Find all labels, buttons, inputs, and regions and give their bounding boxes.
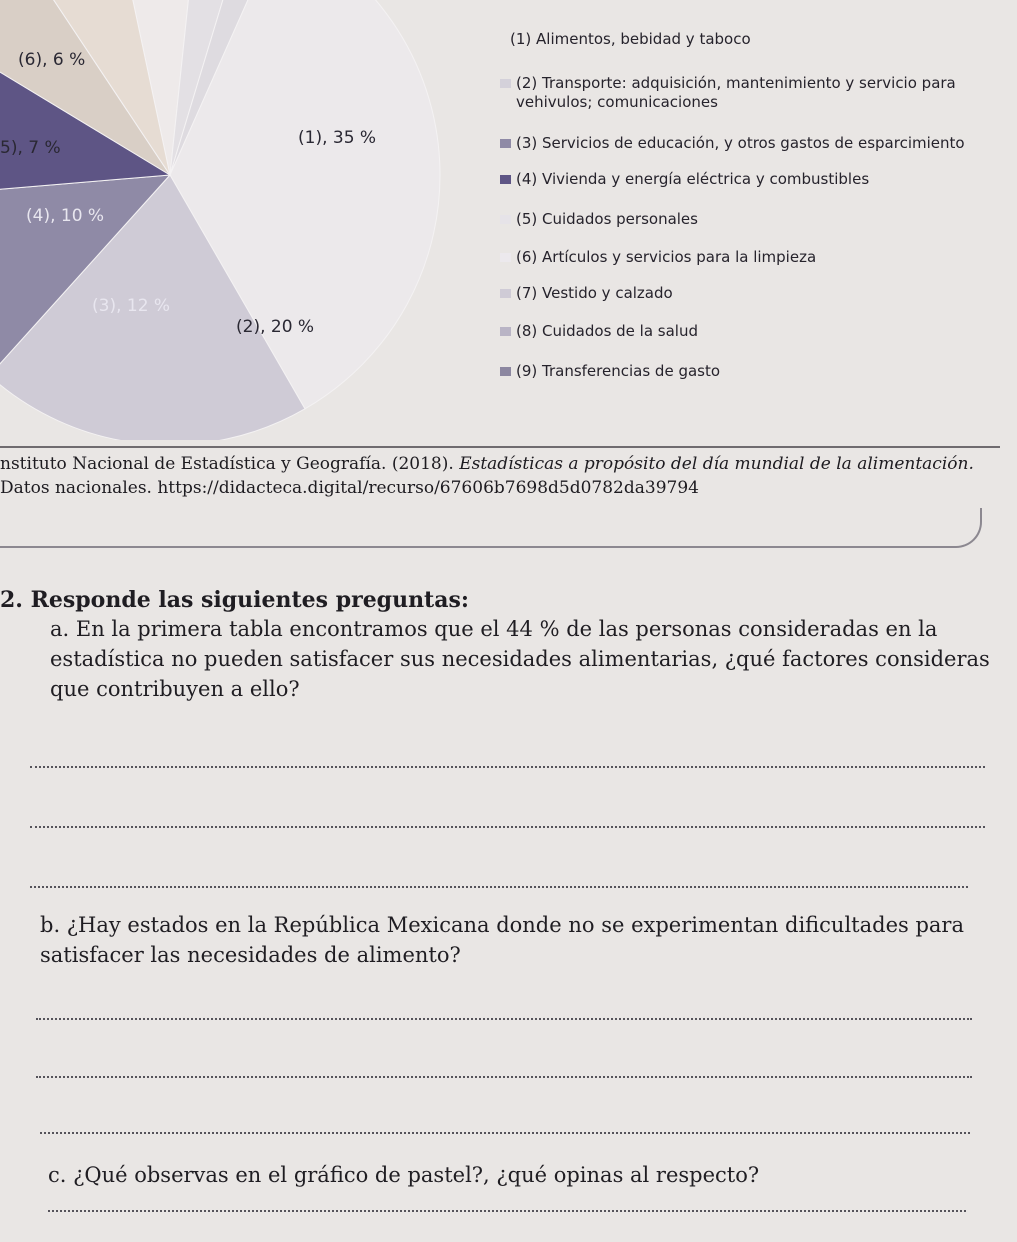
legend-label: (6) Artículos y servicios para la limpieza — [516, 248, 817, 266]
legend-swatch — [500, 139, 511, 148]
source-line-1: nstituto Nacional de Estadística y Geografía. (2018). — [0, 454, 454, 474]
legend-item-2 — [500, 74, 986, 112]
questions-heading: 2. Responde las siguientes preguntas: — [0, 587, 469, 613]
legend-item-8 — [500, 322, 986, 341]
question-c: c. ¿Qué observas en el gráfico de pastel?, ¿qué opinas al respecto? — [48, 1163, 760, 1187]
question-b: b. ¿Hay estados en la República Mexicana donde no se experimentan dificultades para satisfacer las necesidades de alimento? — [40, 913, 964, 967]
legend-label: (7) Vestido y calzado — [516, 284, 673, 302]
source-title: Estadísticas a propósito del día mundial de la alimentación. — [459, 454, 974, 474]
legend-swatch — [500, 79, 511, 88]
legend-label: (8) Cuidados de la salud — [516, 322, 699, 340]
legend-label: (5) Cuidados personales — [516, 210, 698, 228]
answer-line-b3[interactable] — [40, 1132, 970, 1134]
legend-swatch — [500, 327, 511, 336]
legend-item-1 — [510, 30, 980, 49]
legend-swatch — [500, 367, 511, 376]
answer-line-a2[interactable] — [30, 826, 985, 828]
legend-label: (9) Transferencias de gasto — [516, 362, 721, 380]
question-a: a. En la primera tabla encontramos que el 44 % de las personas consideradas en la estadística no pueden satisfacer sus necesidades alimentarias, ¿qué factores consideras que contribuyen a ello? — [50, 617, 990, 701]
answer-line-b1[interactable] — [36, 1018, 972, 1020]
legend-swatch — [500, 289, 511, 298]
slice-label-4: (4), 10 % — [26, 206, 105, 226]
answer-line-a3[interactable] — [30, 886, 968, 888]
legend-label: (4) Vivienda y energía eléctrica y combustibles — [516, 170, 870, 188]
pie-chart-figure — [0, 0, 1017, 440]
source-citation — [0, 446, 1000, 500]
legend-label: (3) Servicios de educación, y otros gastos de esparcimiento — [516, 134, 965, 152]
answer-line-a1[interactable] — [30, 766, 985, 768]
legend-item-5 — [500, 210, 986, 229]
slice-label-1: (1), 35 % — [298, 128, 377, 148]
legend-item-9 — [500, 362, 986, 381]
legend-swatch — [500, 175, 511, 184]
box-border — [0, 508, 982, 548]
legend-label: (1) Alimentos, bebidad y taboco — [510, 30, 751, 48]
slice-label-3: (3), 12 % — [92, 296, 171, 316]
answer-line-c1[interactable] — [48, 1210, 966, 1212]
legend-item-4 — [500, 170, 986, 189]
slice-label-2: (2), 20 % — [236, 317, 315, 337]
legend-label: (2) Transporte: adquisición, mantenimiento y servicio para vehivulos; comunicaciones — [516, 74, 956, 111]
legend-swatch — [500, 253, 511, 262]
legend-item-7 — [500, 284, 986, 303]
answer-line-b2[interactable] — [36, 1076, 972, 1078]
legend-item-6 — [500, 248, 986, 267]
slice-label-6: (6), 6 % — [18, 50, 86, 70]
legend-swatch — [500, 215, 511, 224]
source-line-2: Datos nacionales. https://didacteca.digital/recurso/67606b7698d5d0782da39794 — [0, 478, 699, 498]
legend-item-3 — [500, 134, 986, 153]
slice-label-5: 5), 7 % — [0, 138, 61, 158]
